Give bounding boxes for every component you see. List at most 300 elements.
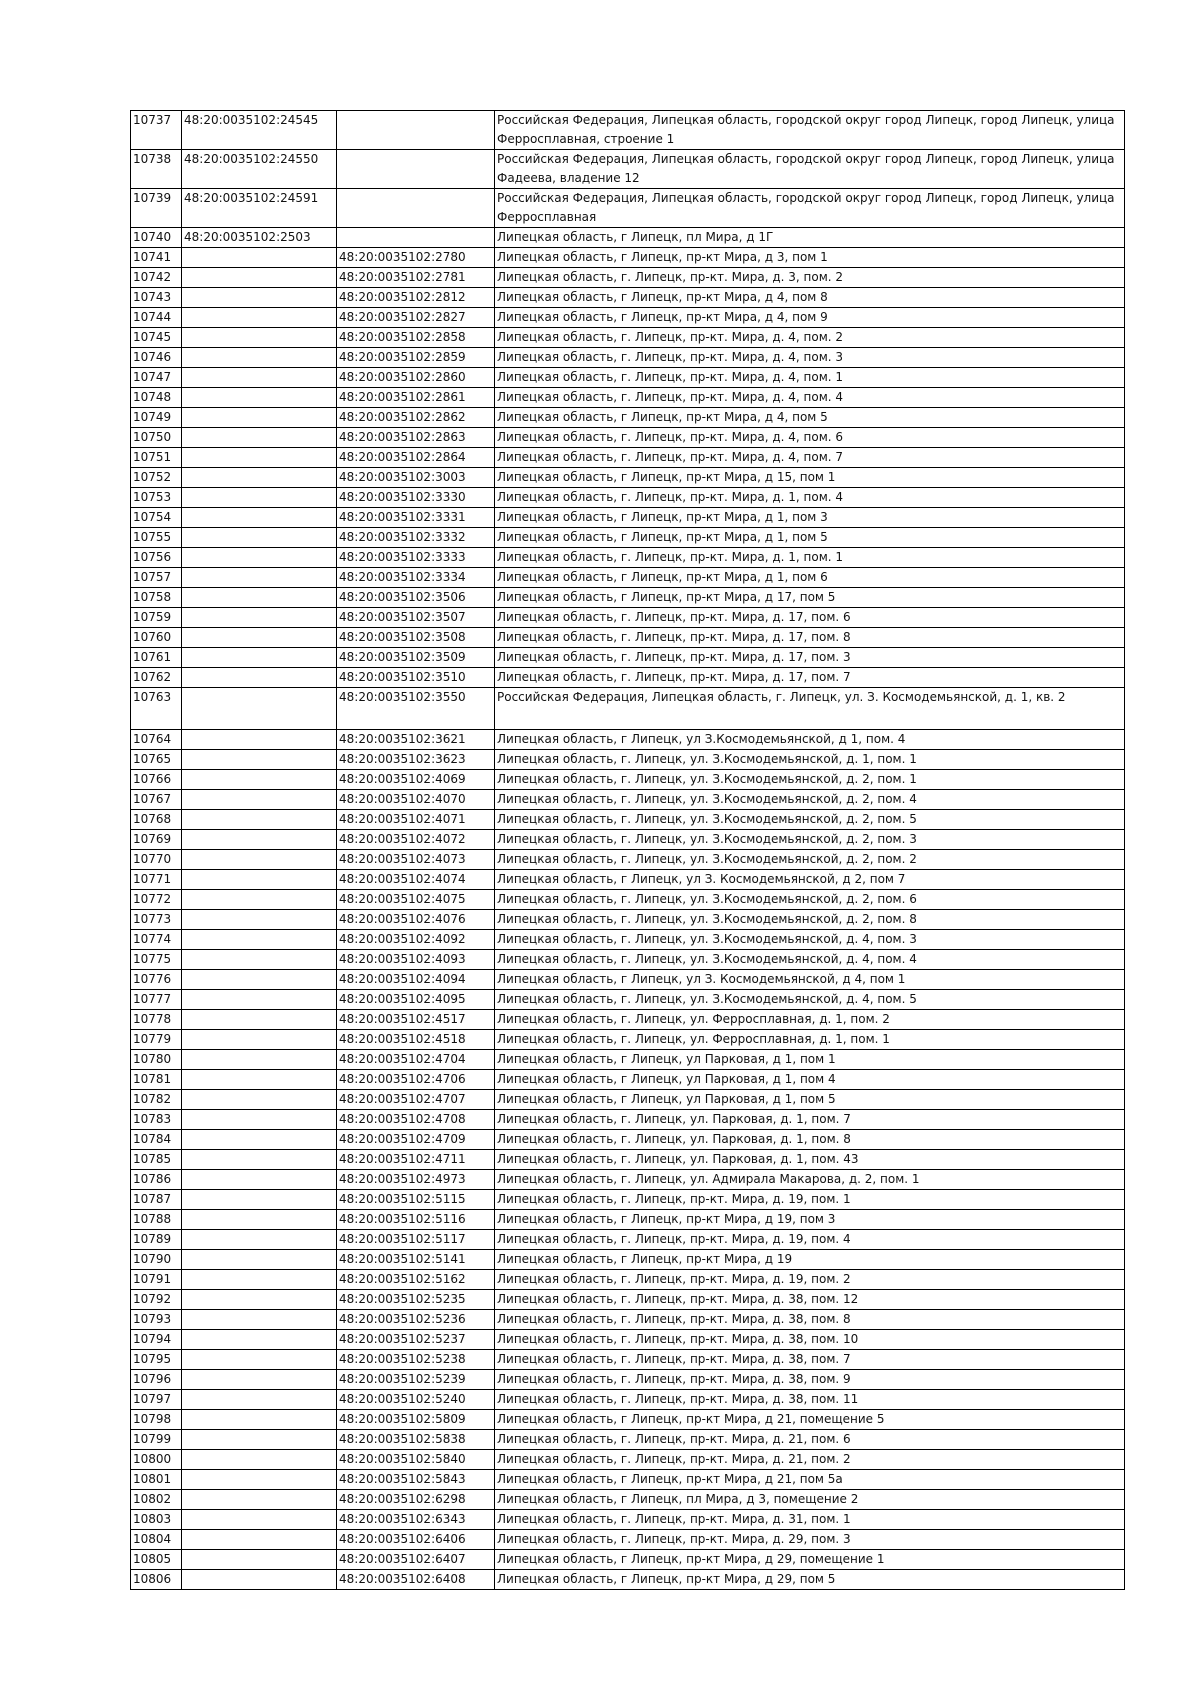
table-row [131, 1250, 1125, 1270]
address-cell: Липецкая область, г. Липецк, пр-кт. Мира, д. 31, пом. 1 [495, 1510, 1125, 1530]
cadastral-number-cell [182, 468, 337, 488]
row-number-cell: 10747 [131, 368, 182, 388]
table-row [131, 548, 1125, 568]
cadastral-number-cell [182, 1570, 337, 1590]
row-number-cell: 10769 [131, 830, 182, 850]
address-cell: Липецкая область, г. Липецк, пр-кт. Мира, д. 17, пом. 7 [495, 668, 1125, 688]
cadastral-number-cell [182, 428, 337, 448]
cadastral-number-cell [182, 1270, 337, 1290]
cadastral-number-cell [182, 1530, 337, 1550]
cadastral-number-cell-secondary: 48:20:0035102:4973 [337, 1170, 495, 1190]
cadastral-number-cell-secondary: 48:20:0035102:5843 [337, 1470, 495, 1490]
address-cell: Липецкая область, г Липецк, пр-кт Мира, д 21, помещение 5 [495, 1410, 1125, 1430]
cadastral-number-cell [182, 1150, 337, 1170]
cadastral-number-cell [182, 730, 337, 750]
table-row [131, 1350, 1125, 1370]
cadastral-number-cell-secondary: 48:20:0035102:5141 [337, 1250, 495, 1270]
cadastral-number-cell [182, 288, 337, 308]
cadastral-number-cell-secondary: 48:20:0035102:6407 [337, 1550, 495, 1570]
cadastral-number-cell [182, 1430, 337, 1450]
cadastral-number-cell-secondary: 48:20:0035102:4711 [337, 1150, 495, 1170]
cadastral-number-cell: 48:20:0035102:24545 [182, 111, 337, 150]
row-number-cell: 10777 [131, 990, 182, 1010]
cadastral-number-cell [182, 448, 337, 468]
cadastral-number-cell-secondary: 48:20:0035102:5809 [337, 1410, 495, 1430]
table-row [131, 268, 1125, 288]
cadastral-number-cell [182, 1290, 337, 1310]
address-cell: Липецкая область, г. Липецк, пр-кт. Мира, д. 4, пом. 4 [495, 388, 1125, 408]
table-row [131, 1030, 1125, 1050]
table-row [131, 890, 1125, 910]
cadastral-number-cell [182, 1510, 337, 1530]
table-row [131, 910, 1125, 930]
row-number-cell: 10742 [131, 268, 182, 288]
table-row [131, 1570, 1125, 1590]
cadastral-number-cell-secondary: 48:20:0035102:4095 [337, 990, 495, 1010]
cadastral-number-cell [182, 368, 337, 388]
cadastral-number-cell-secondary: 48:20:0035102:5235 [337, 1290, 495, 1310]
cadastral-number-cell [182, 1450, 337, 1470]
cadastral-number-cell [182, 850, 337, 870]
cadastral-number-cell [182, 830, 337, 850]
table-row [131, 328, 1125, 348]
cadastral-number-cell-secondary: 48:20:0035102:2858 [337, 328, 495, 348]
row-number-cell: 10752 [131, 468, 182, 488]
cadastral-number-cell [182, 1350, 337, 1370]
row-number-cell: 10784 [131, 1130, 182, 1150]
row-number-cell: 10775 [131, 950, 182, 970]
cadastral-number-cell-secondary: 48:20:0035102:3332 [337, 528, 495, 548]
cadastral-number-cell-secondary: 48:20:0035102:5116 [337, 1210, 495, 1230]
row-number-cell: 10757 [131, 568, 182, 588]
table-row [131, 189, 1125, 228]
registry-table-body [131, 111, 1125, 1590]
table-row [131, 688, 1125, 730]
cadastral-number-cell [182, 1090, 337, 1110]
cadastral-number-cell-secondary: 48:20:0035102:3003 [337, 468, 495, 488]
cadastral-number-cell-secondary: 48:20:0035102:3509 [337, 648, 495, 668]
cadastral-number-cell-secondary: 48:20:0035102:2812 [337, 288, 495, 308]
table-row [131, 428, 1125, 448]
cadastral-number-cell-secondary: 48:20:0035102:6406 [337, 1530, 495, 1550]
table-row [131, 508, 1125, 528]
cadastral-number-cell [182, 910, 337, 930]
table-row [131, 1130, 1125, 1150]
cadastral-number-cell-secondary [337, 228, 495, 248]
row-number-cell: 10768 [131, 810, 182, 830]
address-cell: Липецкая область, г. Липецк, пр-кт. Мира, д. 17, пом. 8 [495, 628, 1125, 648]
cadastral-number-cell-secondary: 48:20:0035102:3507 [337, 608, 495, 628]
row-number-cell: 10739 [131, 189, 182, 228]
cadastral-number-cell [182, 308, 337, 328]
table-row [131, 1370, 1125, 1390]
address-cell: Липецкая область, г. Липецк, пр-кт. Мира, д. 1, пом. 4 [495, 488, 1125, 508]
cadastral-number-cell [182, 348, 337, 368]
cadastral-number-cell-secondary: 48:20:0035102:3331 [337, 508, 495, 528]
row-number-cell: 10797 [131, 1390, 182, 1410]
address-cell: Липецкая область, г. Липецк, ул. З.Космодемьянской, д. 2, пом. 1 [495, 770, 1125, 790]
cadastral-number-cell-secondary: 48:20:0035102:2862 [337, 408, 495, 428]
address-cell: Липецкая область, г. Липецк, пр-кт. Мира, д. 19, пом. 1 [495, 1190, 1125, 1210]
address-cell: Липецкая область, г. Липецк, пр-кт. Мира, д. 38, пом. 10 [495, 1330, 1125, 1350]
cadastral-number-cell [182, 388, 337, 408]
cadastral-number-cell [182, 608, 337, 628]
cadastral-number-cell-secondary: 48:20:0035102:5236 [337, 1310, 495, 1330]
table-row [131, 368, 1125, 388]
cadastral-number-cell [182, 1190, 337, 1210]
cadastral-number-cell [182, 268, 337, 288]
address-cell: Липецкая область, г Липецк, пр-кт Мира, д 21, пом 5а [495, 1470, 1125, 1490]
row-number-cell: 10755 [131, 528, 182, 548]
row-number-cell: 10760 [131, 628, 182, 648]
cadastral-number-cell [182, 1330, 337, 1350]
row-number-cell: 10796 [131, 1370, 182, 1390]
cadastral-number-cell-secondary: 48:20:0035102:5115 [337, 1190, 495, 1210]
cadastral-number-cell-secondary: 48:20:0035102:4073 [337, 850, 495, 870]
address-cell: Липецкая область, г. Липецк, пр-кт. Мира, д. 4, пом. 1 [495, 368, 1125, 388]
table-row [131, 288, 1125, 308]
row-number-cell: 10802 [131, 1490, 182, 1510]
row-number-cell: 10788 [131, 1210, 182, 1230]
cadastral-number-cell [182, 688, 337, 730]
table-row [131, 388, 1125, 408]
address-cell: Липецкая область, г. Липецк, ул. Парковая, д. 1, пом. 8 [495, 1130, 1125, 1150]
cadastral-number-cell [182, 488, 337, 508]
table-row [131, 870, 1125, 890]
table-row [131, 1330, 1125, 1350]
address-cell: Липецкая область, г. Липецк, пр-кт. Мира, д. 19, пом. 4 [495, 1230, 1125, 1250]
table-row [131, 348, 1125, 368]
cadastral-number-cell-secondary: 48:20:0035102:4517 [337, 1010, 495, 1030]
row-number-cell: 10767 [131, 790, 182, 810]
address-cell: Липецкая область, г. Липецк, пр-кт. Мира, д. 19, пом. 2 [495, 1270, 1125, 1290]
table-row [131, 1530, 1125, 1550]
address-cell: Липецкая область, г. Липецк, ул. З.Космодемьянской, д. 2, пом. 6 [495, 890, 1125, 910]
cadastral-number-cell [182, 950, 337, 970]
cadastral-number-cell-secondary: 48:20:0035102:4709 [337, 1130, 495, 1150]
cadastral-number-cell: 48:20:0035102:24591 [182, 189, 337, 228]
address-cell: Липецкая область, г. Липецк, ул. З.Космодемьянской, д. 2, пом. 8 [495, 910, 1125, 930]
cadastral-number-cell-secondary: 48:20:0035102:2780 [337, 248, 495, 268]
cadastral-number-cell-secondary: 48:20:0035102:2781 [337, 268, 495, 288]
cadastral-number-cell [182, 1110, 337, 1130]
row-number-cell: 10776 [131, 970, 182, 990]
table-row [131, 1310, 1125, 1330]
address-cell: Липецкая область, г. Липецк, пр-кт. Мира, д. 17, пом. 3 [495, 648, 1125, 668]
cadastral-number-cell [182, 1130, 337, 1150]
cadastral-number-cell [182, 248, 337, 268]
table-row [131, 1050, 1125, 1070]
cadastral-number-cell-secondary: 48:20:0035102:2860 [337, 368, 495, 388]
address-cell: Российская Федерация, Липецкая область, городской округ город Липецк, город Липецк, улица Ферросплавная, строение 1 [495, 111, 1125, 150]
table-row [131, 1210, 1125, 1230]
row-number-cell: 10779 [131, 1030, 182, 1050]
cadastral-number-cell-secondary: 48:20:0035102:2864 [337, 448, 495, 468]
cadastral-number-cell [182, 790, 337, 810]
cadastral-number-cell [182, 1070, 337, 1090]
table-row [131, 648, 1125, 668]
address-cell: Липецкая область, г Липецк, пр-кт Мира, д 29, пом 5 [495, 1570, 1125, 1590]
row-number-cell: 10805 [131, 1550, 182, 1570]
address-cell: Липецкая область, г. Липецк, пр-кт. Мира, д. 38, пом. 12 [495, 1290, 1125, 1310]
table-row [131, 1070, 1125, 1090]
cadastral-number-cell-secondary: 48:20:0035102:4708 [337, 1110, 495, 1130]
address-cell: Липецкая область, г Липецк, ул З. Космодемьянской, д 4, пом 1 [495, 970, 1125, 990]
address-cell: Липецкая область, г. Липецк, пр-кт. Мира, д. 21, пом. 2 [495, 1450, 1125, 1470]
cadastral-number-cell [182, 1010, 337, 1030]
cadastral-number-cell-secondary: 48:20:0035102:6408 [337, 1570, 495, 1590]
table-row [131, 1490, 1125, 1510]
row-number-cell: 10772 [131, 890, 182, 910]
table-row [131, 1430, 1125, 1450]
address-cell: Липецкая область, г. Липецк, пр-кт. Мира, д. 29, пом. 3 [495, 1530, 1125, 1550]
table-row [131, 810, 1125, 830]
row-number-cell: 10806 [131, 1570, 182, 1590]
address-cell: Липецкая область, г Липецк, пр-кт Мира, д 19 [495, 1250, 1125, 1270]
cadastral-number-cell [182, 1230, 337, 1250]
property-registry-table [130, 110, 1125, 1590]
cadastral-number-cell-secondary: 48:20:0035102:5237 [337, 1330, 495, 1350]
table-row [131, 930, 1125, 950]
table-row [131, 1410, 1125, 1430]
table-row [131, 228, 1125, 248]
cadastral-number-cell-secondary: 48:20:0035102:4075 [337, 890, 495, 910]
table-row [131, 790, 1125, 810]
cadastral-number-cell-secondary: 48:20:0035102:3334 [337, 568, 495, 588]
row-number-cell: 10762 [131, 668, 182, 688]
row-number-cell: 10746 [131, 348, 182, 368]
cadastral-number-cell [182, 1470, 337, 1490]
row-number-cell: 10794 [131, 1330, 182, 1350]
address-cell: Липецкая область, г. Липецк, ул. Ферросплавная, д. 1, пом. 2 [495, 1010, 1125, 1030]
address-cell: Липецкая область, г Липецк, пл Мира, д 3, помещение 2 [495, 1490, 1125, 1510]
row-number-cell: 10753 [131, 488, 182, 508]
row-number-cell: 10770 [131, 850, 182, 870]
address-cell: Липецкая область, г. Липецк, пр-кт. Мира, д. 3, пом. 2 [495, 268, 1125, 288]
cadastral-number-cell [182, 648, 337, 668]
table-row [131, 1510, 1125, 1530]
table-row [131, 111, 1125, 150]
address-cell: Липецкая область, г Липецк, ул Парковая, д 1, пом 1 [495, 1050, 1125, 1070]
row-number-cell: 10778 [131, 1010, 182, 1030]
cadastral-number-cell-secondary [337, 150, 495, 189]
address-cell: Липецкая область, г Липецк, пл Мира, д 1Г [495, 228, 1125, 248]
cadastral-number-cell-secondary: 48:20:0035102:5117 [337, 1230, 495, 1250]
cadastral-number-cell [182, 508, 337, 528]
table-row [131, 1270, 1125, 1290]
table-row [131, 628, 1125, 648]
row-number-cell: 10787 [131, 1190, 182, 1210]
row-number-cell: 10766 [131, 770, 182, 790]
row-number-cell: 10765 [131, 750, 182, 770]
address-cell: Липецкая область, г. Липецк, ул. З.Космодемьянской, д. 2, пом. 4 [495, 790, 1125, 810]
cadastral-number-cell [182, 890, 337, 910]
table-row [131, 770, 1125, 790]
row-number-cell: 10759 [131, 608, 182, 628]
cadastral-number-cell-secondary: 48:20:0035102:6343 [337, 1510, 495, 1530]
row-number-cell: 10754 [131, 508, 182, 528]
cadastral-number-cell [182, 1030, 337, 1050]
cadastral-number-cell-secondary: 48:20:0035102:3550 [337, 688, 495, 730]
address-cell: Липецкая область, г Липецк, пр-кт Мира, д 1, пом 6 [495, 568, 1125, 588]
cadastral-number-cell-secondary: 48:20:0035102:5238 [337, 1350, 495, 1370]
address-cell: Липецкая область, г. Липецк, ул. З.Космодемьянской, д. 4, пом. 5 [495, 990, 1125, 1010]
row-number-cell: 10745 [131, 328, 182, 348]
table-row [131, 248, 1125, 268]
cadastral-number-cell-secondary: 48:20:0035102:4706 [337, 1070, 495, 1090]
address-cell: Липецкая область, г Липецк, ул З.Космодемьянской, д 1, пом. 4 [495, 730, 1125, 750]
cadastral-number-cell-secondary: 48:20:0035102:4707 [337, 1090, 495, 1110]
cadastral-number-cell-secondary: 48:20:0035102:4072 [337, 830, 495, 850]
cadastral-number-cell-secondary: 48:20:0035102:2859 [337, 348, 495, 368]
address-cell: Липецкая область, г Липецк, пр-кт Мира, д 1, пом 3 [495, 508, 1125, 528]
cadastral-number-cell [182, 930, 337, 950]
address-cell: Липецкая область, г Липецк, пр-кт Мира, д 19, пом 3 [495, 1210, 1125, 1230]
address-cell: Липецкая область, г. Липецк, пр-кт. Мира, д. 38, пом. 9 [495, 1370, 1125, 1390]
address-cell: Липецкая область, г. Липецк, пр-кт. Мира, д. 38, пом. 8 [495, 1310, 1125, 1330]
row-number-cell: 10792 [131, 1290, 182, 1310]
row-number-cell: 10741 [131, 248, 182, 268]
address-cell: Липецкая область, г. Липецк, пр-кт. Мира, д. 17, пом. 6 [495, 608, 1125, 628]
table-row [131, 970, 1125, 990]
cadastral-number-cell-secondary: 48:20:0035102:3506 [337, 588, 495, 608]
table-row [131, 1150, 1125, 1170]
row-number-cell: 10773 [131, 910, 182, 930]
address-cell: Липецкая область, г. Липецк, ул. Ферросплавная, д. 1, пом. 1 [495, 1030, 1125, 1050]
cadastral-number-cell [182, 750, 337, 770]
table-row [131, 150, 1125, 189]
address-cell: Липецкая область, г. Липецк, пр-кт. Мира, д. 38, пом. 7 [495, 1350, 1125, 1370]
cadastral-number-cell [182, 1490, 337, 1510]
cadastral-number-cell-secondary: 48:20:0035102:5240 [337, 1390, 495, 1410]
address-cell: Липецкая область, г. Липецк, ул. З.Космодемьянской, д. 2, пом. 3 [495, 830, 1125, 850]
cadastral-number-cell-secondary: 48:20:0035102:3621 [337, 730, 495, 750]
address-cell: Российская Федерация, Липецкая область, городской округ город Липецк, город Липецк, улица Ферросплавная [495, 189, 1125, 228]
address-cell: Липецкая область, г. Липецк, ул. Парковая, д. 1, пом. 43 [495, 1150, 1125, 1170]
address-cell: Российская Федерация, Липецкая область, г. Липецк, ул. З. Космодемьянской, д. 1, кв. 2 [495, 688, 1125, 730]
cadastral-number-cell [182, 1050, 337, 1070]
table-row [131, 850, 1125, 870]
cadastral-number-cell-secondary: 48:20:0035102:4092 [337, 930, 495, 950]
table-row [131, 1010, 1125, 1030]
row-number-cell: 10751 [131, 448, 182, 468]
address-cell: Липецкая область, г. Липецк, ул. З.Космодемьянской, д. 1, пом. 1 [495, 750, 1125, 770]
cadastral-number-cell [182, 810, 337, 830]
cadastral-number-cell-secondary: 48:20:0035102:4093 [337, 950, 495, 970]
row-number-cell: 10798 [131, 1410, 182, 1430]
table-row [131, 468, 1125, 488]
cadastral-number-cell-secondary: 48:20:0035102:3508 [337, 628, 495, 648]
table-row [131, 568, 1125, 588]
table-row [131, 1230, 1125, 1250]
row-number-cell: 10789 [131, 1230, 182, 1250]
cadastral-number-cell [182, 568, 337, 588]
table-row [131, 1290, 1125, 1310]
address-cell: Липецкая область, г Липецк, ул Парковая, д 1, пом 5 [495, 1090, 1125, 1110]
cadastral-number-cell [182, 528, 337, 548]
cadastral-number-cell [182, 408, 337, 428]
cadastral-number-cell [182, 1370, 337, 1390]
table-row [131, 1110, 1125, 1130]
cadastral-number-cell-secondary: 48:20:0035102:5239 [337, 1370, 495, 1390]
cadastral-number-cell [182, 628, 337, 648]
row-number-cell: 10791 [131, 1270, 182, 1290]
cadastral-number-cell: 48:20:0035102:2503 [182, 228, 337, 248]
row-number-cell: 10803 [131, 1510, 182, 1530]
address-cell: Липецкая область, г Липецк, пр-кт Мира, д 29, помещение 1 [495, 1550, 1125, 1570]
cadastral-number-cell-secondary: 48:20:0035102:2861 [337, 388, 495, 408]
cadastral-number-cell-secondary: 48:20:0035102:2863 [337, 428, 495, 448]
address-cell: Липецкая область, г Липецк, пр-кт Мира, д 4, пом 9 [495, 308, 1125, 328]
cadastral-number-cell-secondary: 48:20:0035102:4074 [337, 870, 495, 890]
table-row [131, 750, 1125, 770]
cadastral-number-cell [182, 1170, 337, 1190]
cadastral-number-cell [182, 770, 337, 790]
table-row [131, 528, 1125, 548]
row-number-cell: 10800 [131, 1450, 182, 1470]
table-row [131, 608, 1125, 628]
cadastral-number-cell-secondary: 48:20:0035102:5838 [337, 1430, 495, 1450]
row-number-cell: 10744 [131, 308, 182, 328]
row-number-cell: 10750 [131, 428, 182, 448]
row-number-cell: 10790 [131, 1250, 182, 1270]
table-row [131, 308, 1125, 328]
address-cell: Липецкая область, г Липецк, пр-кт Мира, д 3, пом 1 [495, 248, 1125, 268]
table-row [131, 1390, 1125, 1410]
address-cell: Липецкая область, г. Липецк, ул. Адмирала Макарова, д. 2, пом. 1 [495, 1170, 1125, 1190]
table-row [131, 1470, 1125, 1490]
table-row [131, 1550, 1125, 1570]
address-cell: Липецкая область, г Липецк, пр-кт Мира, д 17, пом 5 [495, 588, 1125, 608]
address-cell: Липецкая область, г. Липецк, пр-кт. Мира, д. 1, пом. 1 [495, 548, 1125, 568]
row-number-cell: 10749 [131, 408, 182, 428]
table-row [131, 668, 1125, 688]
row-number-cell: 10764 [131, 730, 182, 750]
row-number-cell: 10763 [131, 688, 182, 730]
cadastral-number-cell-secondary: 48:20:0035102:5162 [337, 1270, 495, 1290]
table-row [131, 1450, 1125, 1470]
address-cell: Липецкая область, г Липецк, пр-кт Мира, д 1, пом 5 [495, 528, 1125, 548]
cadastral-number-cell-secondary: 48:20:0035102:2827 [337, 308, 495, 328]
cadastral-number-cell-secondary [337, 111, 495, 150]
cadastral-number-cell-secondary: 48:20:0035102:3333 [337, 548, 495, 568]
cadastral-number-cell [182, 1250, 337, 1270]
row-number-cell: 10781 [131, 1070, 182, 1090]
cadastral-number-cell [182, 1390, 337, 1410]
address-cell: Российская Федерация, Липецкая область, городской округ город Липецк, город Липецк, улица Фадеева, владение 12 [495, 150, 1125, 189]
row-number-cell: 10748 [131, 388, 182, 408]
cadastral-number-cell [182, 668, 337, 688]
cadastral-number-cell [182, 1310, 337, 1330]
cadastral-number-cell [182, 1550, 337, 1570]
row-number-cell: 10783 [131, 1110, 182, 1130]
row-number-cell: 10785 [131, 1150, 182, 1170]
address-cell: Липецкая область, г Липецк, пр-кт Мира, д 4, пом 8 [495, 288, 1125, 308]
address-cell: Липецкая область, г Липецк, ул Парковая, д 1, пом 4 [495, 1070, 1125, 1090]
cadastral-number-cell [182, 548, 337, 568]
row-number-cell: 10758 [131, 588, 182, 608]
row-number-cell: 10780 [131, 1050, 182, 1070]
row-number-cell: 10782 [131, 1090, 182, 1110]
row-number-cell: 10795 [131, 1350, 182, 1370]
address-cell: Липецкая область, г. Липецк, ул. З.Космодемьянской, д. 4, пом. 3 [495, 930, 1125, 950]
cadastral-number-cell-secondary: 48:20:0035102:5840 [337, 1450, 495, 1470]
cadastral-number-cell [182, 870, 337, 890]
address-cell: Липецкая область, г Липецк, ул З. Космодемьянской, д 2, пом 7 [495, 870, 1125, 890]
row-number-cell: 10774 [131, 930, 182, 950]
cadastral-number-cell [182, 990, 337, 1010]
row-number-cell: 10738 [131, 150, 182, 189]
